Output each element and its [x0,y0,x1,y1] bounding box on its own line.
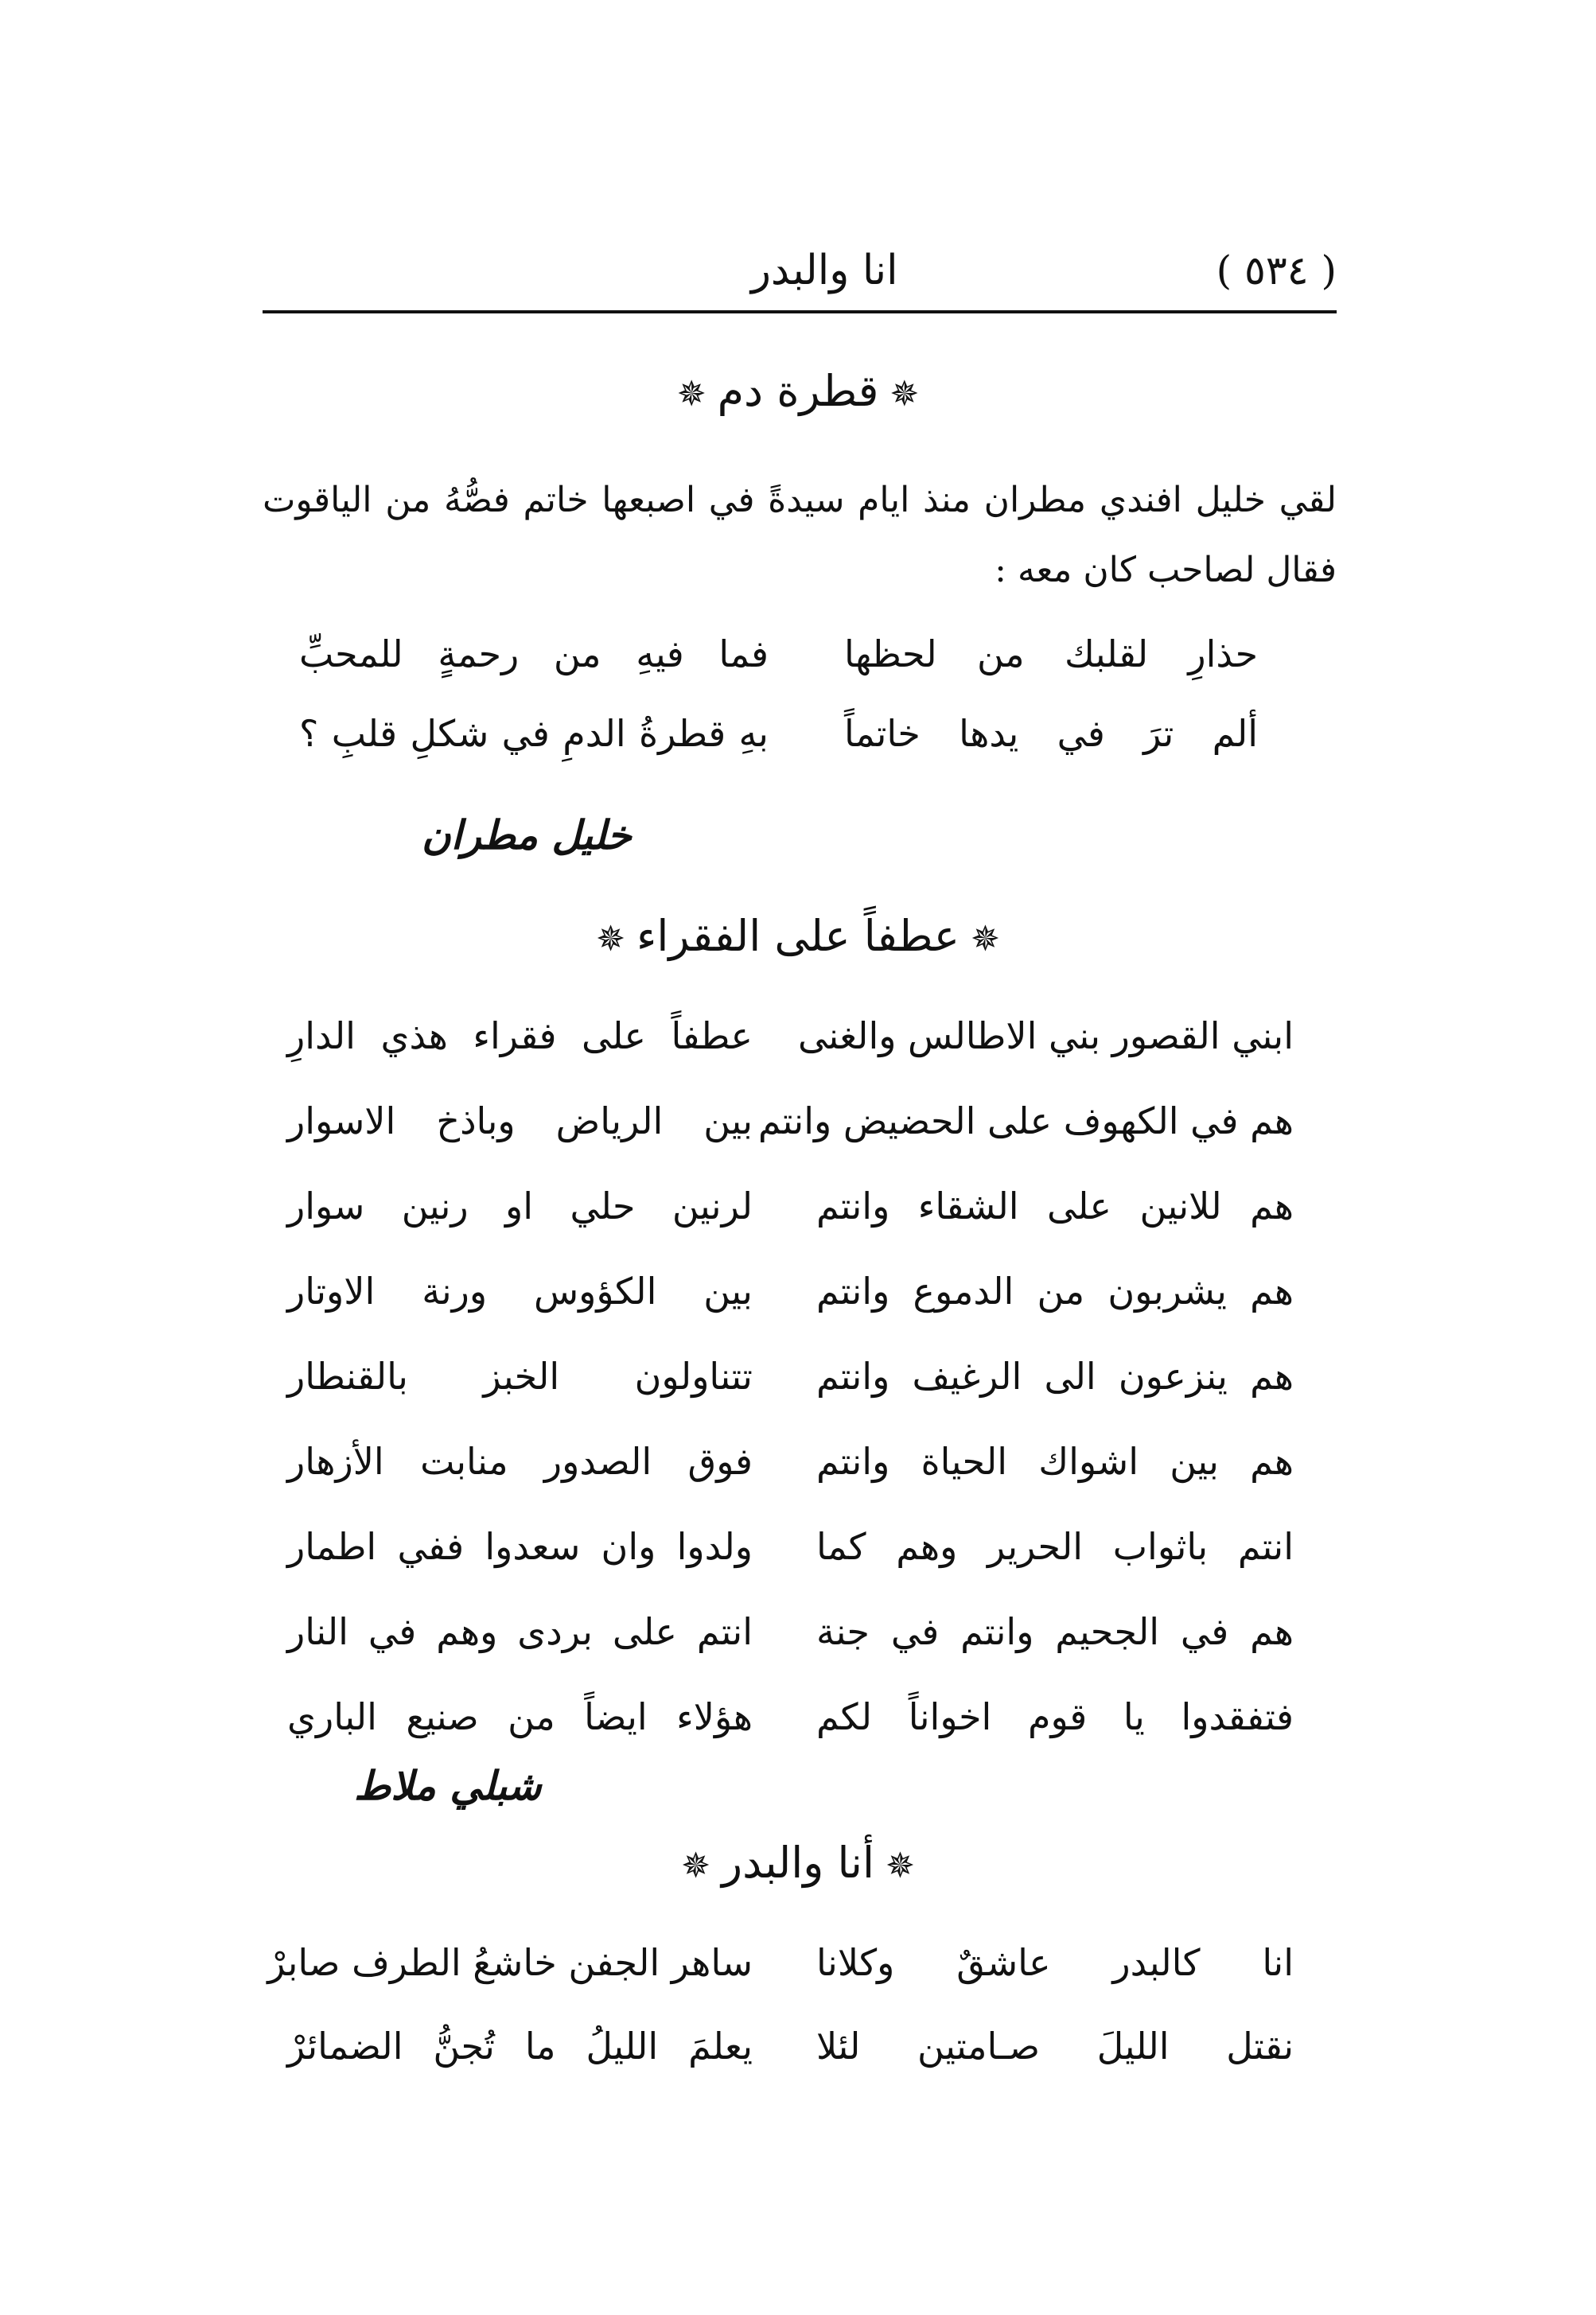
verse-line [267,1941,1294,1984]
section-heading-3 [0,1838,1596,1888]
verse-first-hemistich: هم ينزعون الى الرغيف وانتم [816,1355,1294,1398]
verse-second-hemistich: فوق الصدور منابت الأزهار [287,1440,753,1483]
section-heading-1 [0,366,1596,416]
verse-second-hemistich: لرنين حلي او رنين سوار [287,1185,753,1228]
verse-first-hemistich: نقتل الليلَ صـامتين لئلا [816,2025,1294,2068]
running-title: انا والبدر [750,247,898,294]
verse-second-hemistich: فما فيهِ من رحمةٍ للمحبِّ [299,632,769,675]
verse-line [299,712,1258,755]
ornament-icon: ✵ [596,919,625,959]
verse-line [287,1355,1294,1398]
verse-first-hemistich: هم للانين على الشقاء وانتم [816,1185,1294,1228]
verse-second-hemistich: انتم على بردى وهم في النار [287,1610,753,1653]
verse-second-hemistich: عطفاً على فقراء هذي الدارِ [287,1014,753,1057]
verse-line [287,2025,1294,2068]
verse-line [287,1440,1294,1483]
poet-signature: شبلي ملاط [354,1762,542,1809]
verse-line [287,1610,1294,1653]
intro-paragraph: لقي خليل افندي مطران منذ ايام سيدةً في اصبعها خاتم فصُّهُ من الياقوت فقال لصاحب كان معه : [263,480,1337,590]
ornament-icon: ✵ [681,1846,711,1886]
verse-line [287,1270,1294,1313]
verse-first-hemistich: هم يشربون من الدموع وانتم [816,1270,1294,1313]
section-title: أنا والبدر [722,1838,874,1888]
verse-first-hemistich: هم بين اشواك الحياة وانتم [816,1440,1294,1483]
verse-second-hemistich: تتناولون الخبز بالقنطار [287,1355,753,1398]
page-number: ( ٥٣٤ ) [1216,247,1337,294]
verse-second-hemistich: هؤلاء ايضاً من صنيع الباري [287,1695,753,1738]
verse-line [287,1014,1294,1057]
poet-signature: خليل مطران [422,811,632,858]
ornament-icon: ✵ [676,374,707,414]
running-header [263,243,1337,298]
verse-first-hemistich: هم في الكهوف على الحضيض وانتم [757,1099,1294,1142]
verse-second-hemistich: يعلمَ الليلُ ما تُجنُّ الضمائرْ [287,2025,753,2068]
verse-line [287,1099,1294,1142]
verse-first-hemistich: هم في الجحيم وانتم في جنة [816,1610,1294,1653]
section-heading-2 [0,911,1596,961]
verse-first-hemistich: ألم ترَ في يدها خاتماً [844,712,1258,755]
verse-first-hemistich: ابني القصور بني الاطالس والغنى [798,1014,1294,1057]
verse-line [287,1525,1294,1568]
verse-first-hemistich: حذارِ لقلبك من لحظها [844,632,1258,675]
ornament-icon: ✵ [889,374,920,414]
section-title: قطرة دم [717,366,879,416]
verse-second-hemistich: ولدوا وان سعدوا ففي اطمار [287,1525,753,1568]
verse-line [299,632,1258,675]
ornament-icon: ✵ [971,919,1000,959]
verse-first-hemistich: فتفقدوا يا قوم اخواناً لكم [816,1695,1294,1738]
verse-line [287,1695,1294,1738]
verse-second-hemistich: بين الكؤوس ورنة الاوتار [287,1270,753,1313]
verse-second-hemistich: ساهر الجفن خاشعُ الطرف صابرْ [267,1941,753,1984]
header-rule [263,310,1337,313]
verse-second-hemistich: بين الرياض وباذخ الاسوار [287,1099,753,1142]
section-title: عطفاً على الفقراء [636,911,960,961]
ornament-icon: ✵ [885,1846,915,1886]
verse-second-hemistich: بهِ قطرةُ الدمِ في شكلِ قلبِ ؟ [299,712,769,755]
verse-first-hemistich: انا كالبدر عاشقٌ وكلانا [816,1941,1294,1984]
verse-first-hemistich: انتم باثواب الحرير وهم كما [816,1525,1294,1568]
verse-line [287,1185,1294,1228]
